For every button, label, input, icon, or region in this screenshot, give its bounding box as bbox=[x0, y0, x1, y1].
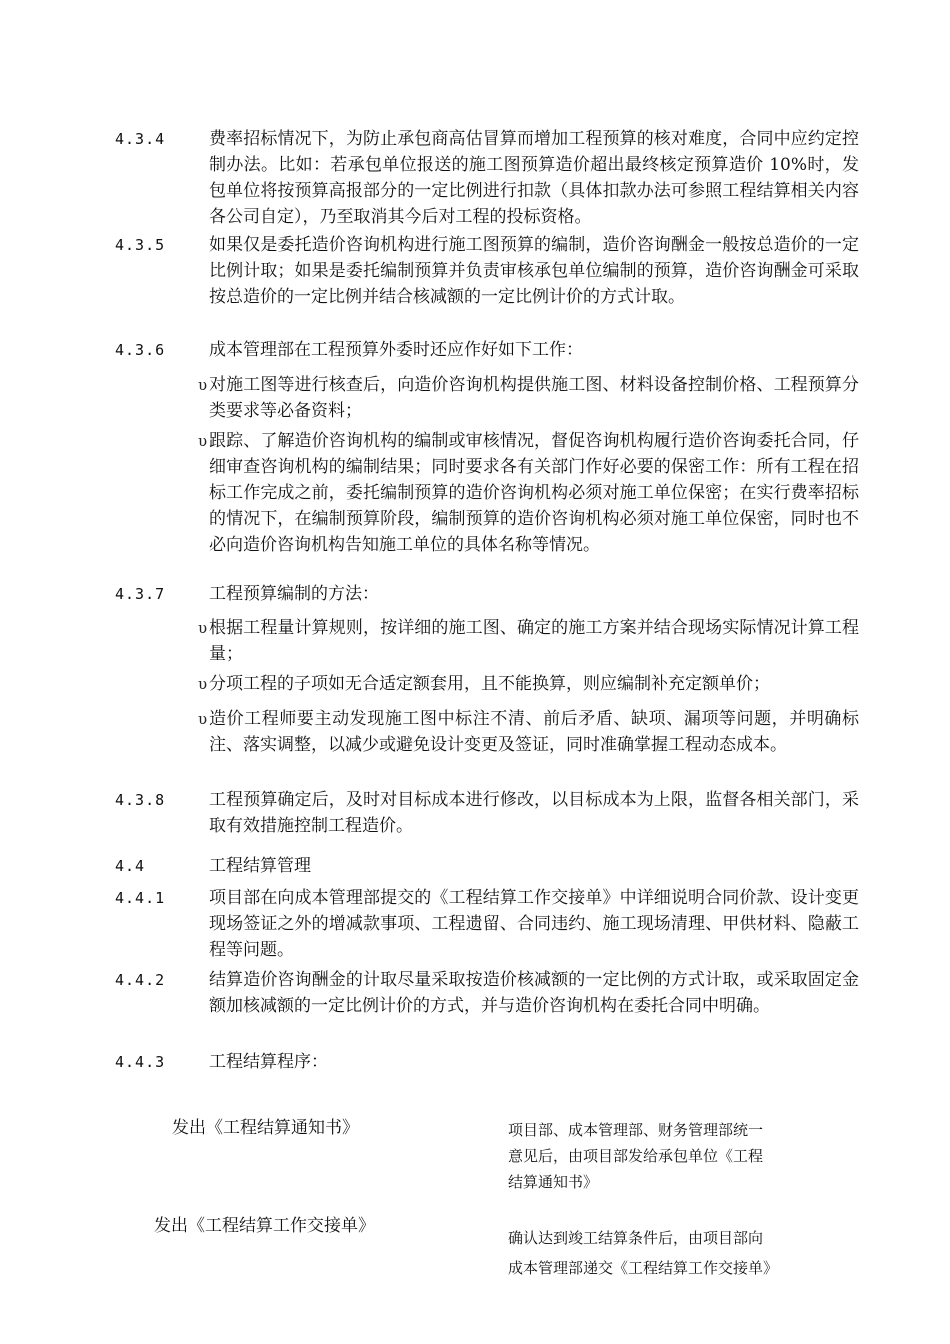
section-text: 项目部在向成本管理部提交的《工程结算工作交接单》中详细说明合同价款、设计变更现场签证之外的增减款事项、工程遗留、合同违约、施工现场清理、甲供材料、隐蔽工程等问题。 bbox=[209, 888, 859, 960]
bullet-marker: υ bbox=[198, 675, 208, 693]
flow-step-notice-description bbox=[508, 1117, 808, 1195]
section-text: 工程结算程序： bbox=[209, 1052, 328, 1072]
section-number: 4.4.1 bbox=[115, 889, 166, 907]
section-number: 4.3.7 bbox=[115, 585, 166, 603]
flow-desc-line: 确认达到竣工结算条件后，由项目部向 bbox=[508, 1229, 764, 1247]
bullet-marker: υ bbox=[198, 376, 208, 394]
list-item-text: 根据工程量计算规则，按详细的施工图、确定的施工方案并结合现场实际情况计算工程量； bbox=[209, 618, 859, 664]
flow-step-notice: 发出《工程结算通知书》 bbox=[172, 1118, 359, 1138]
section-heading: 工程结算管理 bbox=[209, 856, 311, 876]
flow-desc-line: 结算通知书》 bbox=[508, 1173, 599, 1191]
flow-desc-line: 成本管理部递交《工程结算工作交接单》 bbox=[508, 1259, 779, 1277]
list-item-text: 跟踪、了解造价咨询机构的编制或审核情况，督促咨询机构履行造价咨询委托合同，仔细审查咨询机构的编制结果；同时要求各有关部门作好必要的保密工作：所有工程在招标工作完成之前，委托编制预算的造价咨询机构必须对施工单位保密；在实行费率招标的情况下，在编制预算阶段，编制预算的造价咨询机构必须对施工单位保密，同时也不必向造价咨询机构告知施工单位的具体名称等情况。 bbox=[209, 431, 859, 555]
bullet-marker: υ bbox=[198, 710, 208, 728]
section-text: 如果仅是委托造价咨询机构进行施工图预算的编制，造价咨询酬金一般按总造价的一定比例计取；如果是委托编制预算并负责审核承包单位编制的预算，造价咨询酬金可采取按总造价的一定比例并结合核减额的一定比例计价的方式计取。 bbox=[209, 235, 859, 307]
bullet-marker: υ bbox=[198, 432, 208, 450]
flow-desc-line: 项目部、成本管理部、财务管理部统一 bbox=[508, 1121, 764, 1139]
section-text: 结算造价咨询酬金的计取尽量采取按造价核减额的一定比例的方式计取，或采取固定金额加核减额的一定比例计价的方式，并与造价咨询机构在委托合同中明确。 bbox=[209, 970, 859, 1016]
flow-desc-line: 意见后，由项目部发给承包单位《工程 bbox=[508, 1147, 764, 1165]
list-item-text: 造价工程师要主动发现施工图中标注不清、前后矛盾、缺项、漏项等问题，并明确标注、落实调整，以减少或避免设计变更及签证，同时准确掌握工程动态成本。 bbox=[209, 709, 859, 755]
section-text: 费率招标情况下，为防止承包商高估冒算而增加工程预算的核对难度，合同中应约定控制办法。比如：若承包单位报送的施工图预算造价超出最终核定预算造价 10%时，发包单位将按预算高报部分的一定比例进行扣款（具体扣款办法可参照工程结算相关内容各公司自定），乃至取消其今后对工程的投标资格。 bbox=[209, 129, 859, 227]
list-item-text: 对施工图等进行核查后，向造价咨询机构提供施工图、材料设备控制价格、工程预算分类要求等必备资料； bbox=[209, 375, 859, 421]
section-text: 工程预算确定后，及时对目标成本进行修改，以目标成本为上限，监督各相关部门，采取有效措施控制工程造价。 bbox=[209, 790, 859, 836]
bullet-marker: υ bbox=[198, 619, 208, 637]
section-number: 4.4 bbox=[115, 857, 146, 875]
section-text: 工程预算编制的方法： bbox=[209, 584, 379, 604]
section-text: 成本管理部在工程预算外委时还应作好如下工作： bbox=[209, 340, 583, 360]
section-number: 4.4.2 bbox=[115, 971, 166, 989]
list-item-text: 分项工程的子项如无合适定额套用，且不能换算，则应编制补充定额单价； bbox=[209, 674, 770, 694]
section-number: 4.3.6 bbox=[115, 341, 166, 359]
section-number: 4.4.3 bbox=[115, 1053, 166, 1071]
section-number: 4.3.8 bbox=[115, 791, 166, 809]
flow-step-handover: 发出《工程结算工作交接单》 bbox=[154, 1216, 375, 1236]
flow-step-handover-description bbox=[508, 1223, 808, 1283]
section-number: 4.3.5 bbox=[115, 236, 166, 254]
section-number: 4.3.4 bbox=[115, 130, 166, 148]
